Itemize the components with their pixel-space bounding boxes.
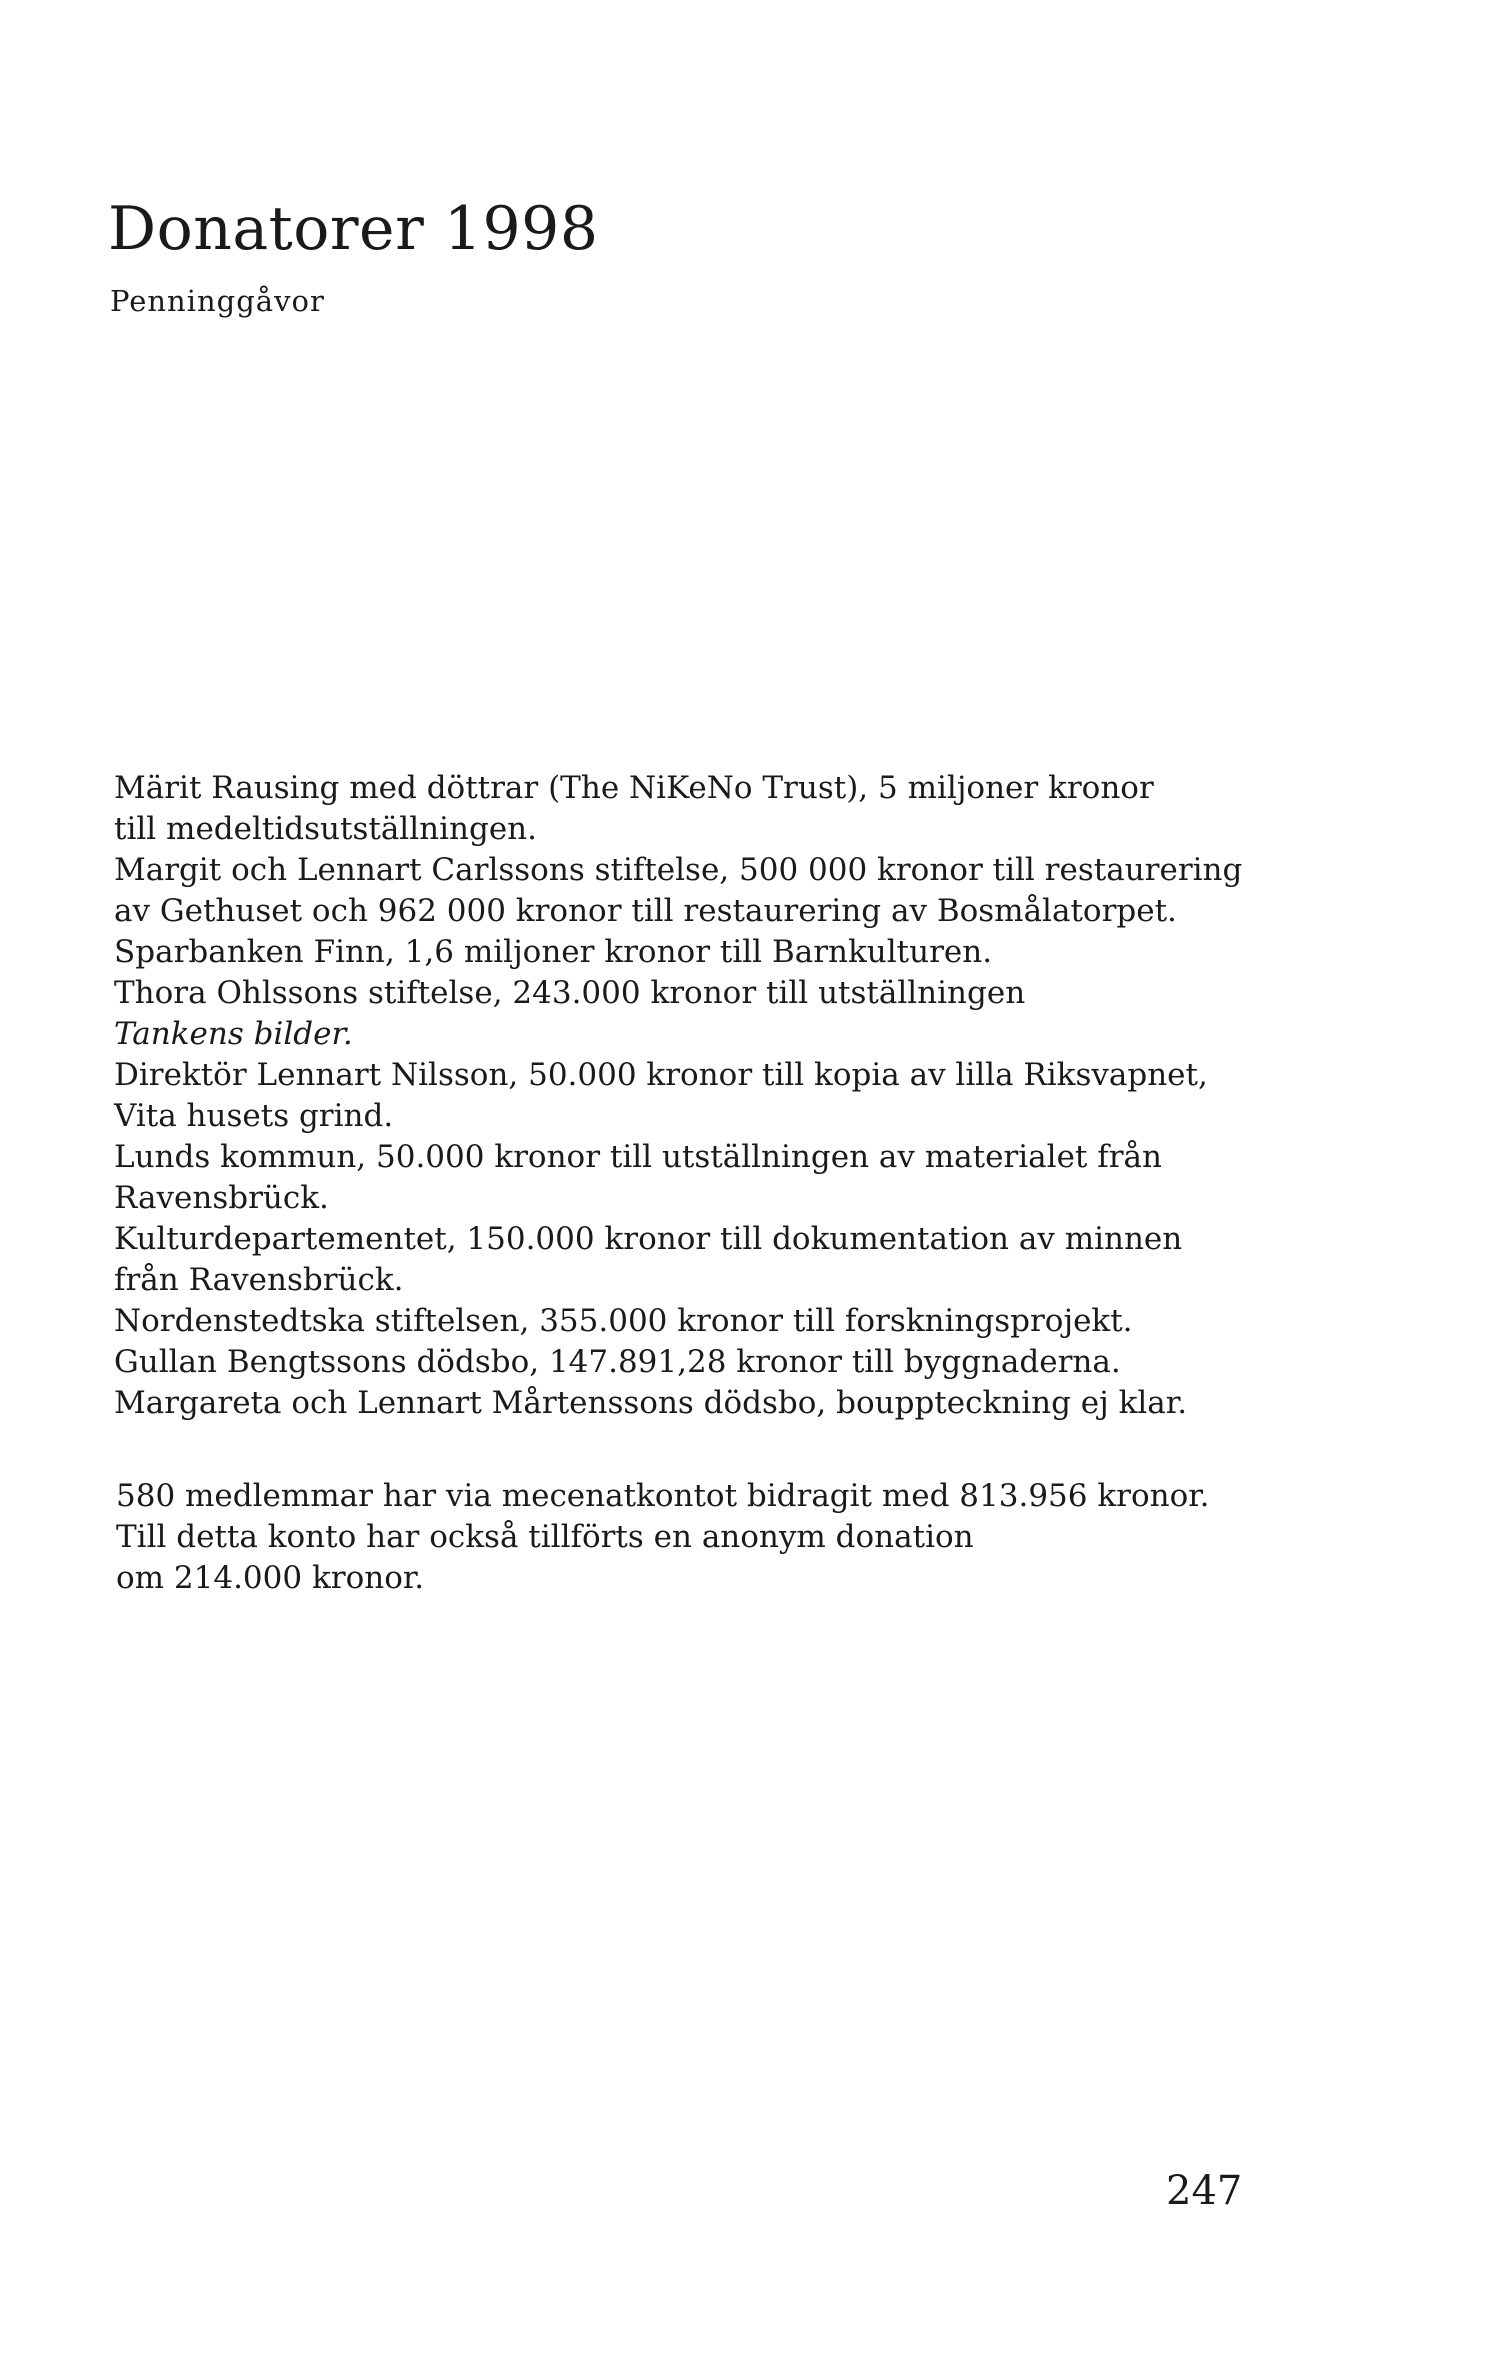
donor-line: från Ravensbrück. — [114, 1262, 404, 1298]
donor-line-italic — [114, 1014, 1314, 1055]
page-number: 247 — [1166, 2168, 1243, 2214]
donor-line: Kulturdepartementet, 150.000 kronor till dokumentation av minnen — [114, 1221, 1183, 1257]
donor-line: Nordenstedtska stiftelsen, 355.000 kronor till forskningsprojekt. — [114, 1303, 1133, 1339]
donor-line: Sparbanken Finn, 1,6 miljoner kronor till Barnkulturen. — [114, 934, 993, 970]
page-subtitle: Penninggåvor — [110, 284, 325, 318]
members-paragraph — [116, 1476, 1316, 1599]
donor-line: Gullan Bengtssons dödsbo, 147.891,28 kronor till byggnaderna. — [114, 1344, 1121, 1380]
page-title: Donatorer 1998 — [108, 194, 599, 264]
donor-line: av Gethuset och 962 000 kronor till restaurering av Bosmålatorpet. — [114, 893, 1177, 929]
members-line: om 214.000 kronor. — [116, 1560, 425, 1596]
donor-list — [114, 768, 1314, 1424]
donor-line: Ravensbrück. — [114, 1180, 329, 1216]
donor-line: Margit och Lennart Carlssons stiftelse, 500 000 kronor till restaurering — [114, 852, 1243, 888]
donor-line: Lunds kommun, 50.000 kronor till utställningen av materialet från — [114, 1139, 1162, 1175]
donor-line: Thora Ohlssons stiftelse, 243.000 kronor till utställningen — [114, 975, 1026, 1011]
donor-line: Märit Rausing med döttrar (The NiKeNo Trust), 5 miljoner kronor — [114, 770, 1154, 806]
donor-line: Vita husets grind. — [114, 1098, 394, 1134]
members-line: Till detta konto har också tillförts en anonym donation — [116, 1519, 974, 1555]
exhibition-title: Tankens bilder. — [114, 1016, 353, 1052]
members-line: 580 medlemmar har via mecenatkontot bidragit med 813.956 kronor. — [116, 1478, 1210, 1514]
donor-line: Direktör Lennart Nilsson, 50.000 kronor till kopia av lilla Riksvapnet, — [114, 1057, 1208, 1093]
donor-line: till medeltidsutställningen. — [114, 811, 537, 847]
donor-line: Margareta och Lennart Mårtenssons dödsbo, bouppteckning ej klar. — [114, 1385, 1188, 1421]
